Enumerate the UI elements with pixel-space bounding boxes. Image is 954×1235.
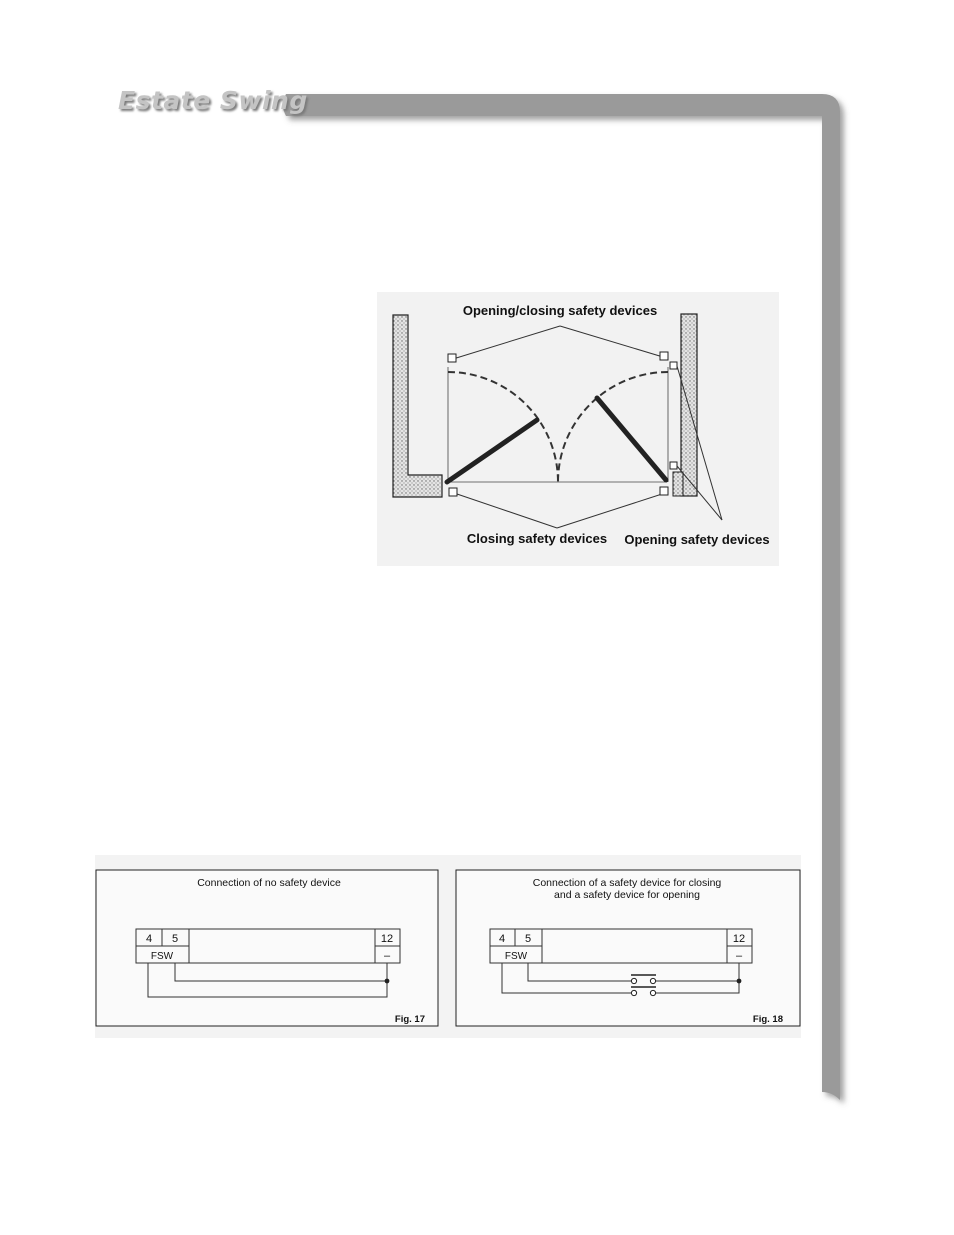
fig18-terminal-5: 5 (524, 933, 532, 945)
fig17-caption: Fig. 17 (394, 1014, 425, 1025)
right-pillar (681, 314, 697, 496)
label-opening-closing: Opening/closing safety devices (462, 303, 658, 318)
gate-safety-diagram (377, 292, 779, 566)
wiring-diagrams (95, 855, 801, 1038)
fig17-terminal-4: 4 (145, 933, 153, 945)
label-closing-devices: Closing safety devices (466, 531, 608, 546)
fig18-terminal-12: 12 (732, 933, 746, 945)
fig17-terminal-5: 5 (171, 933, 179, 945)
fig18-fsw-label: FSW (504, 951, 528, 962)
fig18-terminal-4: 4 (498, 933, 506, 945)
sensor-bottom-right (660, 487, 668, 495)
brand-title: Estate Swing (118, 86, 308, 115)
fig18-caption: Fig. 18 (752, 1014, 783, 1025)
wiring-fig-17 (96, 870, 438, 1026)
fig17-terminal-12: 12 (380, 933, 394, 945)
sensor-top-left (448, 354, 456, 362)
sensor-top-right (660, 352, 668, 360)
fig17-terminal-minus: – (383, 950, 391, 962)
fig17-fsw-label: FSW (150, 951, 174, 962)
fig17-title: Connection of no safety device (197, 877, 341, 889)
sensor-bottom-left (449, 488, 457, 496)
wiring-fig-18 (456, 870, 800, 1026)
fig18-title-line2: and a safety device for opening (554, 889, 700, 901)
fig18-terminal-minus: – (735, 950, 743, 962)
label-opening-devices: Opening safety devices (624, 532, 770, 547)
fig18-title-line1: Connection of a safety device for closing (532, 877, 722, 889)
